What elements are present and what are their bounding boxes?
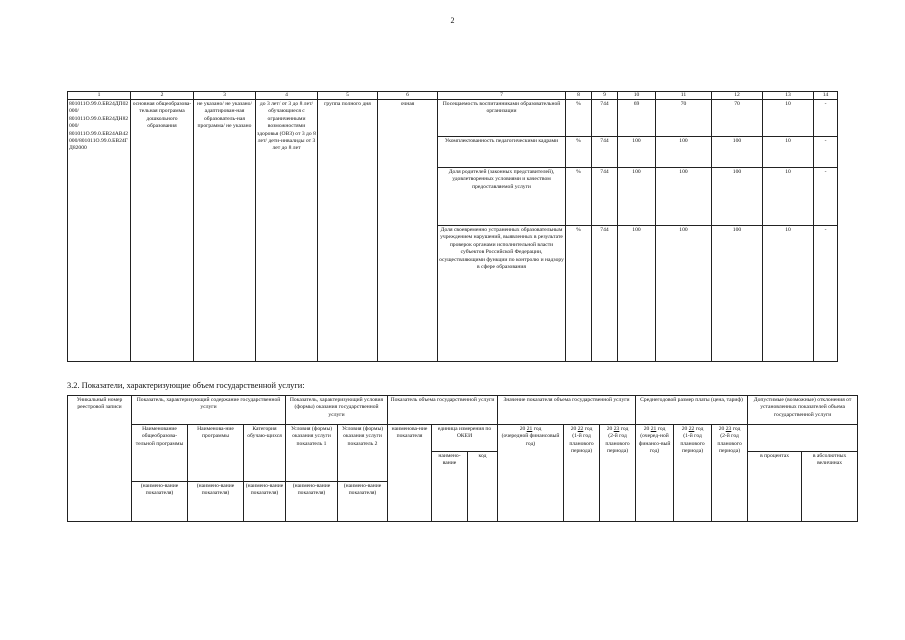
sub-name: (наимено-вание показателя) [132, 482, 188, 522]
indicator-deviation-abs: - [814, 226, 838, 362]
sub-name: (наимено-вание показателя) [286, 482, 338, 522]
col-number: 7 [438, 92, 566, 100]
header-okei: единица измерения по ОКЕИ [432, 425, 498, 452]
indicator-value-3: 100 [712, 137, 763, 168]
indicator-unit: % [566, 168, 592, 226]
indicator-deviation-abs: - [814, 168, 838, 226]
indicator-value-2: 100 [656, 226, 712, 362]
header-program-name: Наименование общеобразова-тельной программы [132, 425, 188, 482]
header-price-year-1: 20 21 год (очеред-ной финансо-вый год) [636, 425, 674, 522]
program-name: основная общеобразова-тельная программа дошкольного образования [131, 100, 194, 362]
col-number: 1 [68, 92, 131, 100]
quality-indicators-table [67, 91, 838, 362]
column-numbers-row [68, 92, 838, 100]
header-price-year-2: 20 22 год (1-й год планового периода) [674, 425, 712, 522]
indicator-value-1: 100 [618, 226, 656, 362]
header-student-category: Категория обучаю-щихся [244, 425, 286, 482]
col-number: 6 [378, 92, 438, 100]
header-program: Наименова-ние программы [188, 425, 244, 482]
indicator-value-1: 69 [618, 100, 656, 137]
indicator-value-1: 100 [618, 137, 656, 168]
indicator-deviation: 10 [763, 137, 814, 168]
indicator-value-1: 100 [618, 168, 656, 226]
indicator-value-3: 100 [712, 226, 763, 362]
indicator-okei: 744 [592, 168, 618, 226]
col-number: 8 [566, 92, 592, 100]
header-deviation-abs: в абсолютных величинах [802, 452, 858, 522]
program-type: не указано/ не указано/ адаптирован-ная образователь-ная программа/ не указано [194, 100, 256, 362]
col-number: 5 [318, 92, 378, 100]
col-number: 11 [656, 92, 712, 100]
student-category: до 3 лет/ от 3 до 8 лет/ обучающиеся с ограниченными возможностями здоровья (ОВЗ) от 3 до 8 лет/ дети-инвалиды от 3 лет до 8 лет [256, 100, 318, 362]
col-number: 2 [131, 92, 194, 100]
indicator-deviation: 10 [763, 100, 814, 137]
header-year-1: 20 21 год (очередной финансовый год) [498, 425, 564, 522]
header-unique-number: Уникальный номер реестровой записи [68, 396, 132, 522]
table-row [68, 100, 838, 137]
indicator-value-2: 70 [656, 100, 712, 137]
page-number: 2 [450, 16, 455, 25]
indicator-okei: 744 [592, 100, 618, 137]
header-deviation: Допустимые (возможные) отклонения от установленных показателей объема государственной услуги [748, 396, 858, 425]
year-1: 21 [526, 426, 533, 432]
group-type: группа полного дня [318, 100, 378, 362]
indicator-deviation: 10 [763, 226, 814, 362]
year-3: 23 [613, 426, 620, 432]
col-number: 4 [256, 92, 318, 100]
indicator-okei: 744 [592, 226, 618, 362]
education-form: очная [378, 100, 438, 362]
header-okei-code: код [468, 452, 498, 522]
header-deviation-pct: в процентах [748, 452, 802, 522]
col-number: 13 [763, 92, 814, 100]
header-indicator-name: наименова-ние показателя [388, 425, 432, 522]
indicator-value-2: 100 [656, 168, 712, 226]
indicator-name: Посещаемость воспитанниками образовательной организации [438, 100, 566, 137]
year-2: 22 [577, 426, 584, 432]
indicator-okei: 744 [592, 137, 618, 168]
col-number: 9 [592, 92, 618, 100]
header-condition-1: Условия (формы) оказания услуги показатель 1 [286, 425, 338, 482]
sub-name: (наимено-вание показателя) [244, 482, 286, 522]
indicator-value-2: 100 [656, 137, 712, 168]
sub-name: (наимено-вание показателя) [338, 482, 388, 522]
header-year-2: 20 22 год (1-й год планового периода) [564, 425, 600, 522]
indicator-name: Доля родителей (законных представителей), удовлетворенных условиями и качеством предоставляемой услуги [438, 168, 566, 226]
indicator-deviation-abs: - [814, 100, 838, 137]
indicator-unit: % [566, 226, 592, 362]
header-value: Значение показателя объема государственной услуги [498, 396, 636, 425]
header-price-year-3: 20 23 год (2-й год планового периода) [712, 425, 748, 522]
col-number: 10 [618, 92, 656, 100]
header-conditions: Показатель, характеризующий условия (формы) оказания государственной услуги [286, 396, 388, 425]
header-volume: Показатель объема государственной услуги [388, 396, 498, 425]
indicator-value-3: 70 [712, 100, 763, 137]
indicator-deviation: 10 [763, 168, 814, 226]
col-number: 12 [712, 92, 763, 100]
header-okei-name: наимено-вание [432, 452, 468, 522]
header-content: Показатель, характеризующий содержание государственной услуги [132, 396, 286, 425]
indicator-deviation-abs: - [814, 137, 838, 168]
volume-indicators-table [67, 395, 858, 522]
sub-name: (наимено-вание показателя) [188, 482, 244, 522]
registry-codes: 801011О.99.0.БВ24ДП02000/ 801011О.99.0.БВ24ДН82000/ 801011О.99.0.БВ24АВ42000/801011О.99.0.БВ24ГД82000 [68, 100, 131, 362]
indicator-value-3: 100 [712, 168, 763, 226]
header-year-3: 20 23 год (2-й год планового периода) [600, 425, 636, 522]
indicator-name: Доля своевременно устраненных образовательным учреждением нарушений, выявленных в результате проверок органами исполнительной власти субъектов Российской Федерации, осуществляющими функции по контролю и надзору в сфере образования [438, 226, 566, 362]
header-condition-2: Условия (формы) оказания услуги показатель 2 [338, 425, 388, 482]
col-number: 14 [814, 92, 838, 100]
indicator-name: Укомплектованность педагогическими кадрами [438, 137, 566, 168]
indicator-unit: % [566, 137, 592, 168]
section-title: 3.2. Показатели, характеризующие объем государственной услуги: [67, 381, 305, 390]
header-price: Среднегодовой размер платы (цена, тариф) [636, 396, 748, 425]
col-number: 3 [194, 92, 256, 100]
header-deviation-blank [748, 425, 858, 452]
indicator-unit: % [566, 100, 592, 137]
